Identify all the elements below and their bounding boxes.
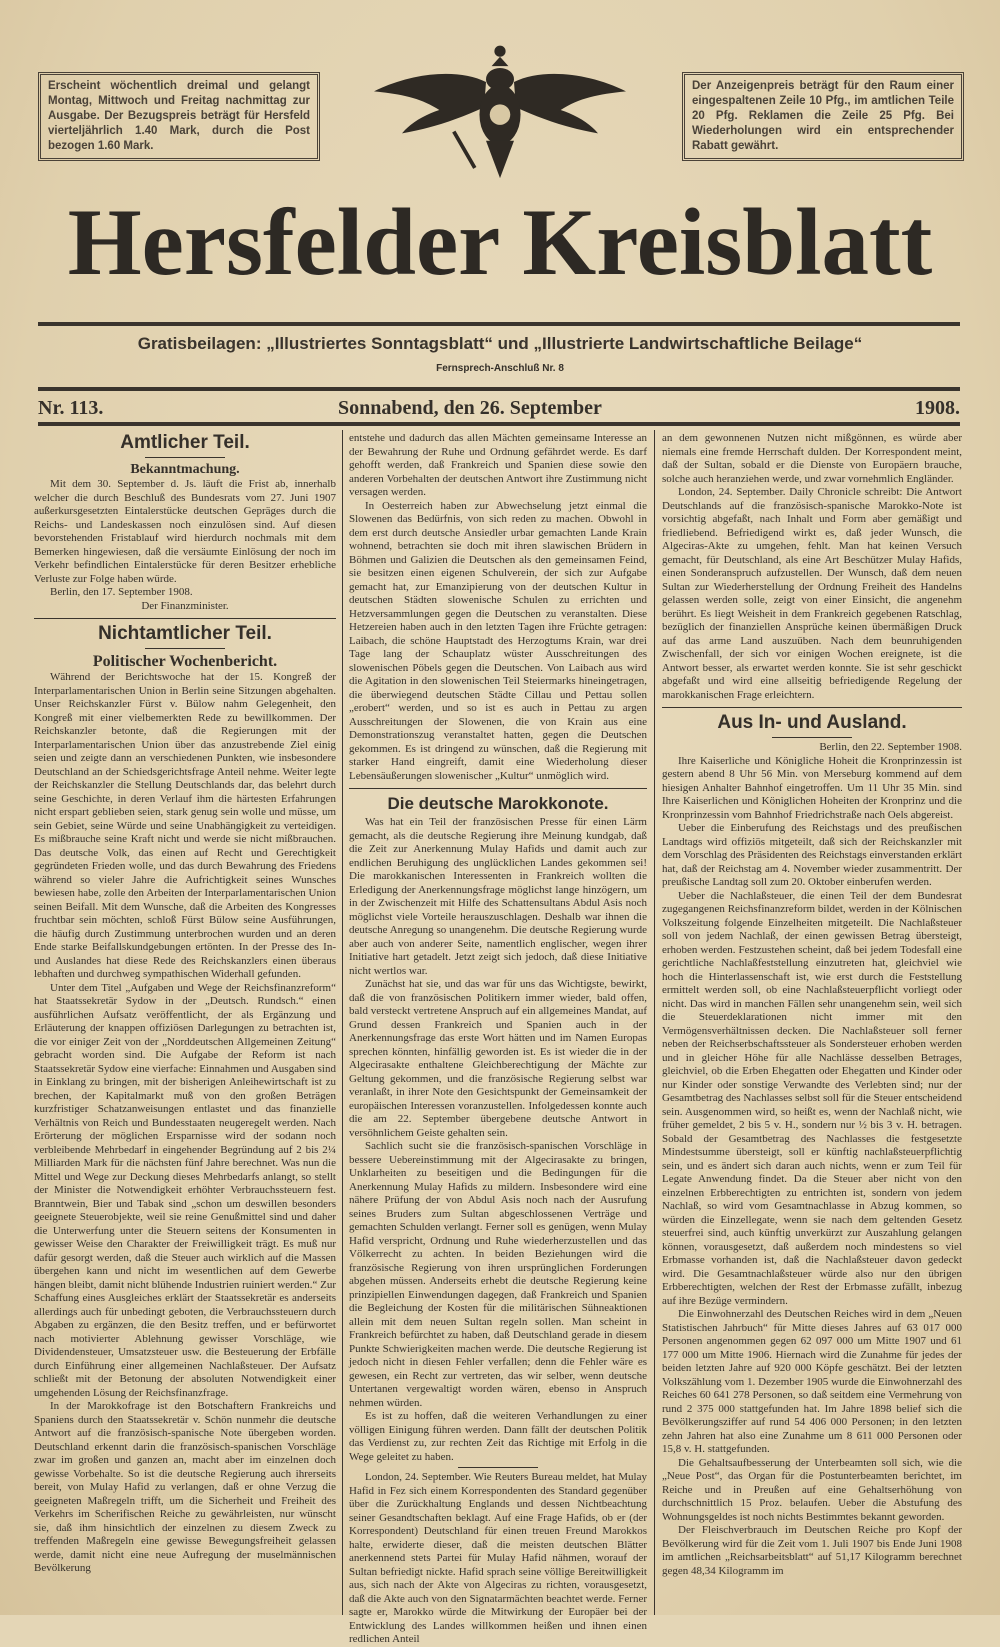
divider — [662, 707, 962, 708]
paragraph: Die Einwohnerzahl des Deutschen Reiches wird in dem „Neuen Statistischen Jahrbuch“ für Mitte dieses Jahres auf 63 017 000 Personen angenommen gegen 62 097 000 um Mitte 1907 und 61 177 000 um Mitte 1906. Hiernach wird die Zunahme für jedes der beiden letzten Jahre auf 920 000 Köpfe geschätzt. Bei der letzten Volkszählung vom 1. Dezember 1905 wurde die Einwohnerzahl des Reiches 60 641 278 Personen, so daß seitdem eine Vermehrung von rund 2 375 000 stattgefunden hat. Im Jahre 1898 belief sich die Bevölkerungsziffer auf rund 54 406 000 Personen; in den letzten zehn Jahren hat also eine Zunahme um 8 611 000 Personen oder 15,8 v. H. stattgefunden. — [662, 1308, 962, 1455]
column-3 — [662, 432, 962, 1578]
issue-year: 1908. — [915, 397, 960, 419]
section-heading-official: Amtlicher Teil. — [120, 432, 250, 453]
issue-date: Sonnabend, den 26. September — [338, 397, 602, 419]
divider — [34, 618, 336, 619]
supplements-line: Gratisbeilagen: „Illustriertes Sonntagsblatt“ und „Illustrierte Landwirtschaftliche Beilage“ — [137, 334, 863, 353]
divider — [38, 422, 960, 426]
article-title: Politischer Wochenbericht. — [92, 653, 278, 670]
notice-title: Bekanntmachung. — [130, 462, 240, 477]
paragraph: Ueber die Einberufung des Reichstags und des preußischen Landtags wird offiziös mitgeteilt, daß sich der Reichskanzler mit dem Vorschlag des Präsidenten des Reichstags einverstanden erklärt hat, daß der Reichstag am 4. November wieder zusammentritt. Der preußische Landtag soll zum 20. Oktober einberufen werden. — [662, 822, 962, 888]
paragraph: Während der Berichtswoche hat der 15. Kongreß der Interparlamentarischen Union in Berlin seine Sitzungen abgehalten. Unser Reichskanzler Fürst v. Bülow nahm Gelegenheit, den Kongreß mit einer vielbemerkten Rede zu bewillkommen. Der Reichskanzler betonte, daß die Regierungen mit der Interparlamentarischen Union über das anzustrebende Ziel einig seien und zeigte dann an verschiedenen Punkten, wie insbesondere Deutschland an der Schiedsgerichtsfrage Anteil nehme. Weiter legte der Reichskanzler die Stellung Deutschlands dar, das belehrt durch seine Geschichte, in deren Verlauf ihm die härtesten Erfahrungen nicht erspart geblieben seien, stark genug sein wolle und müsse, um sein Gebiet, seine Würde und seine Unabhängigkeit zu verteidigen. Es mißbrauche seine Kraft nicht und werde sie nicht mißbrauchen. Das deutsche Volk, das einen auf Recht und Gerechtigkeit gegründeten Frieden wolle, und das durch Bewahrung des Friedens während so vieler Jahre die Aufrichtigkeit seines Wunsches bewiesen habe, zolle den Arbeiten der Interparlamentarischen Union seinen Beifall. Mit dem Wunsche, daß die Arbeiten des Kongresses fruchtbar sein möchten, schloß Fürst Bülow seine Ausführungen, die häufig durch Zustimmung unterbrochen wurden und an deren Ende starke Beifallskundgebungen ertönten. In der Presse des In- und Auslandes hat diese Rede des Reichskanzlers einen überaus lebhaften und durchweg sympathischen Widerhall gefunden. — [34, 671, 336, 980]
notice-signature: Der Finanzminister. — [141, 599, 229, 612]
paragraph: Zunächst hat sie, und das war für uns das Wichtigste, bewirkt, daß die von französischen Politikern immer wieder, bald offen, bald versteckt vertretene Anspruch auf ein allgemeines Mandat, auf Grund dessen Frankreich und Spanien auch in der Anerkennungsfrage das erste Wort hätten und im Namen Europas sprechen könnten, hinfällig geworden ist. Es ist wieder die in der Algecirasakte enthaltene Gleichberechtigung der Mächte zur Geltung gekommen, und die französische Regierung selbst war veranlaßt, in ihrer Note den Gesichtspunkt der Gemeinsamkeit der europäischen Interessen voranzustellen. Infolgedessen konnte auch die am 22. September übergebene deutsche Antwort in versöhnlichem Geiste gehalten sein. — [349, 978, 647, 1139]
divider — [458, 1467, 538, 1468]
paragraph: London, 24. September. Daily Chronicle schreibt: Die Antwort Deutschlands auf die französisch-spanische Marokko-Note ist vorsichtig abgefaßt, nach Inhalt und Form aber gemäßigt und friedliebend. Befriedigend wirkt es, daß jeder Wunsch, die Algeciras-Akte zu umgehen, fehlt. Man hat keinen Versuch gemacht, für Deutschland, als eine Art Beschützer Mulay Hafids, einen Sonderanspruch aufzustellen. Der Wunsch, daß dem neuen Sultan zur Wiederherstellung der Ordnung Freiheit des Handelns gelassen werden solle, zeigt von einer Einsicht, die angenehm berührt. Es liegt Weisheit in dem Frankreich gegebenen Ratschlag, bezüglich der finanziellen Ansprüche keinen übermäßigen Druck auf das arme Land auszuüben. Nach dem beunruhigenden Zwischenfall, der sich vor einigen Wochen ereignete, ist die Antwort besser, als erwartet werden konnte. Sie ist sehr geschickt abgefaßt und wird eine allseitig befriedigende Regelung der marokkanischen Frage erleichtern. — [662, 486, 962, 701]
divider — [349, 788, 647, 789]
paragraph: In Oesterreich haben zur Abwechselung jetzt einmal die Slowenen das Bedürfnis, von sich reden zu machen. Obwohl in dem erst durch deutsche Ansiedler urbar gemachten Lande Krain wohnend, betrachten sie doch mit ihren slawischen Brüdern in Böhmen und Galizien die Deutschen als den gemeinsamen Feind, sie besitzen einen eigenen Schulverein, der sich zur Aufgabe gemacht hat, zur Emanzipierung von der deutschen Kultur in deutschen Städten slowenische Schulen zu errichten und Hetzversammlungen gegen die Deutschen zu veranstalten. Diese Hetzereien haben auch in den letzten Tagen ihre Früchte getragen: Laibach, die schöne Hauptstadt des Herzogtums Krain, war drei Tage lang der Schauplatz wüster Ausschreitungen des slowenischen Pöbels gegen die Deutschen. Von Laibach aus wird die Agitation in den slowenischen Teil Steiermarks hineingetragen, die überwiegend deutschen Städte Cillau und Pettau sollen „erobert“ werden, und so ist es auch in Pettau zu argen Ausschreitungen der Slowenen, die von Krain aus eine Demonstrationszug veranstaltet hatten, gegen die Deutschen gekommen. Es ist dringend zu wünschen, daß die Regierung mit starker Hand eingreift, damit eine Wiederholung dieser Lebensäußerungen slowenischer „Kultur“ unmöglich wird. — [349, 499, 647, 782]
issue-dateline — [38, 396, 960, 420]
advertising-rates-box: Der Anzeigenpreis beträgt für den Raum einer eingespaltenen Zeile 10 Pfg., im amtlichen Teile 20 Pfg. Reklamen die Zeile 25 Pfg. Bei Wiederholungen wird ein entsprechender Rabatt gewährt. — [682, 72, 964, 161]
column-1 — [34, 432, 336, 1576]
column-divider — [654, 430, 655, 1615]
article-title: Aus In- und Ausland. — [717, 712, 907, 733]
subscription-info-box: Erscheint wöchentlich dreimal und gelangt Montag, Mittwoch und Freitag nachmittag zur Ausgabe. Der Bezugspreis beträgt für Hersfeld vierteljährlich 1.40 Mark, durch die Post bezogen 1.60 Mark. — [38, 72, 320, 161]
divider — [145, 457, 225, 458]
paragraph: In der Marokkofrage ist den Botschaftern Frankreichs und Spaniens durch den Staatssekretär v. Schön nunmehr die deutsche Antwort auf die französisch-spanische Note übergeben worden. Deutschland erkennt darin die französisch-spanischen Vorschläge zwar im großen und ganzen an, macht aber im einzelnen doch gewisse Vorbehalte. So ist die deutsche Regierung auch ihrerseits bereit, von Mulay Hafid zu verlangen, daß er ohne Verzug die geeigneten Maßregeln trifft, um die Sicherheit und Freiheit des Verkehrs im Scherifischen Reiche zu gewährleisten, nur wünscht sie, daß ihm hinsichtlich der einzelnen zu diesem Zweck zu treffenden Maßregeln eine gewisse Bewegungsfreiheit gelassen werde, damit nicht eine neue Aufregung der muselmännischen Bevölkerung — [34, 1400, 336, 1574]
phone-line: Fernsprech-Anschluß Nr. 8 — [436, 363, 564, 374]
paragraph: entstehe und dadurch das allen Mächten gemeinsame Interesse an der Bewahrung der Ruhe und Ordnung gefährdet werde. Es darf gehofft werden, daß Frankreich und Spanien diese sowie den anderen Vorbehalten der deutschen Antwort ihre Zustimmung nicht versagen werden. — [349, 432, 647, 498]
column-2 — [349, 432, 647, 1647]
divider — [145, 648, 225, 649]
divider — [772, 737, 852, 738]
paragraph: Der Fleischverbrauch im Deutschen Reiche pro Kopf der Bevölkerung wird für die Zeit vom 1. Juli 1907 bis Ende Juni 1908 im amtlichen „Reichsarbeitsblatt“ auf 51,17 Kilogramm berechnet gegen 48,34 Kilogramm im — [662, 1524, 962, 1577]
paragraph: London, 24. September. Wie Reuters Bureau meldet, hat Mulay Hafid in Fez sich einem Korrespondenten des Standard gegenüber über die Zurückhaltung Englands und dessen Nichtbeachtung seiner Gesandtschaften beklagt. Auf eine Frage Hafids, ob er (der Korrespondent) Deutschland für einen treuen Freund Marokkos halte, erwiderte dieser, daß die meisten deutschen Blätter anerkennend stets Partei für Mulay Hafid nähmen, worauf der Sultan befriedigt nickte. Hafid sprach seine völlige Bereitwilligkeit aus, sich nach der Akte von Algeciras zu richten, vorausgesetzt, daß die Akte auch von den Signatarmächten beachtet werde. Ferner sagte er, Marokko würde die Mitwirkung der Europäer bei der Entwicklung des Landes willkommen heißen und ihnen einen redlichen Anteil — [349, 1471, 647, 1645]
paragraph: an dem gewonnenen Nutzen nicht mißgönnen, es würde aber niemals eine fremde Herrschaft dulden. Der Korrespondent meint, daß der Sultan, sobald er die Dienste von Europäern brauche, solche auch heranziehen werde, und zwar vornehmlich Engländer. — [662, 432, 962, 485]
article-title: Die deutsche Marokkonote. — [387, 794, 609, 813]
paragraph: Es ist zu hoffen, daß die weiteren Verhandlungen zu einer völligen Einigung führen werden. Dann fällt der deutschen Politik das Verdienst zu, zur rechten Zeit das Richtige mit Erfolg in die Wege geleitet zu haben. — [349, 1410, 647, 1463]
notice-place: Berlin, den 17. September 1908. — [50, 586, 193, 598]
paragraph: Unter dem Titel „Aufgaben und Wege der Reichsfinanzreform“ hat Staatssekretär Sydow in der „Deutsch. Rundsch.“ einen ausführlichen Aufsatz veröffentlicht, der als Ergänzung und Erläuterung der knappen offiziösen Darlegungen zu betrachten ist, die vor einiger Zeit von der „Norddeutschen Allgemeinen Zeitung“ gebracht worden sind. Die Aufgabe der Reform ist nach Staatssekretär Sydow eine vierfache: Einnahmen und Ausgaben sind in Einklang zu bringen, mit der bisherigen Anleihewirtschaft ist zu brechen, der Kapitalmarkt muß von den großen Beträgen kurzfristiger Schatzanweisungen entlastet und das finanzielle Verhältnis von Reich und Bundesstaaten neugeregelt werden. Nach Erörterung der möglichen Ersparnisse wird der sodann noch verbleibende Mehrbedarf in eingehender Begründung auf 2 bis 2¼ Milliarden Mark für die nächsten fünf Jahre berechnet. Was nun die Mittel und Wege zur Deckung dieses Mehrbedarfs anlangt, so stellt der Minister die Notwendigkeit erhöhter Verbrauchssteuern fest. Branntwein, Bier und Tabak sind „schon um deswillen besonders geeignete Steuerobjekte, weil sie reine Genußmittel sind und daher die Unterwerfung unter die Steuern seitens der Konsumenten in gewisser Weise den Charakter der Freiwilligkeit trägt. Es muß nur dafür gesorgt werden, daß die Steuer auch wirklich auf die Massen übergehen kann und nicht im wesentlichen auf dem Gewerbe hängen bleibt, damit nicht blühende Industrien ruiniert werden.“ Zur Schaffung eines Ausgleiches erklärt der Staatssekretär es anderseits allerdings auch für unbedingt geboten, die Verbrauchssteuern durch Abgaben zu ergänzen, die den Besitz treffen, und er befürwortet nach motivierter Ablehnung gewisser Vorschläge, wie Dividendensteuer, Umsatzsteuer usw. die Besteuerung der Erbfälle durch Einführung einer allgemeinen Nachlaßsteuer. Der Aufsatz schließt mit der Betonung der absoluten Notwendigkeit einer umgehenden Lösung der Reichsfinanzfrage. — [34, 981, 336, 1399]
divider — [38, 387, 960, 391]
paragraph: Die Gehaltsaufbesserung der Unterbeamten soll sich, wie die „Neue Post“, das Organ für die Postunterbeamten berichtet, im Reiche und in Preußen auf eine Gehaltserhöhung von durchschnittlich 15 Proz. belaufen. Ueber die Abstufung des Wohnungsgeldes ist noch nichts Bestimmtes bekannt geworden. — [662, 1456, 962, 1523]
paragraph: Sachlich sucht sie die französisch-spanischen Vorschläge in bessere Uebereinstimmung mit der Algecirasakte zu bringen, Unklarheiten zu beseitigen und die Bedingungen für die Anerkennung Mulay Hafids zu mildern. Insbesondere wird eine nähere Prüfung der von Abdul Asis noch nach der Ausrufung seines Bruders zum Sultan abgeschlossenen Verträge und gemachten Schulden verlangt. Ferner soll es genügen, wenn Mulay Hafid verspricht, Ordnung und Ruhe wiederherzustellen und das Völkerrecht zu achten. In beiden Beziehungen wird die französische Regierung von ihren ursprünglichen Forderungen abgehen müssen. Anderseits erhebt die deutsche Regierung keine prinzipiellen Einwendungen dagegen, daß Frankreich und Spanien die Begleichung der Kosten für die militärischen Sühneaktionen allein mit dem neuen Sultan regeln sollen. Man scheint in Frankreich befürchtet zu haben, daß Deutschland gerade in diesem Punkte Schwierigkeiten machen werde. Die deutsche Regierung ist jedoch nicht in diesen Fehler verfallen; denn die Fehler wäre es gewesen, ein Recht zur vertreten, das wir selber, wenn deutsche Untertanen vergewaltigt worden wären, ebenso in Anspruch nehmen würden. — [349, 1140, 647, 1409]
paragraph: Ihre Kaiserliche und Königliche Hoheit die Kronprinzessin ist gestern abend 8 Uhr 56 Min. von Merseburg kommend auf dem hiesigen Anhalter Bahnhof eingetroffen. Um 11 Uhr 35 Min. sind Ihre Kaiserlichen und Königlichen Hoheiten der Kronprinz und die Kronprinzessin vom Bahnhof Friedrichstraße nach Oels abgereist. — [662, 754, 962, 821]
dateline: Berlin, den 22. September 1908. — [819, 741, 962, 753]
imperial-eagle-emblem — [365, 40, 635, 180]
notice-text: Mit dem 30. September d. Js. läuft die Frist ab, innerhalb welcher die durch Beschluß des Bundesrats vom 27. Juni 1907 außerkursgesetzten Eintalerstücke deutschen Gepräges durch die Reichs- und Landeskassen noch einzulösen sind. Auf diesen bevorstehenden Fristablauf wird hierdurch nochmals mit dem Bemerken hingewiesen, daß die versäumte Einlösung der noch im Verkehr befindlichen Eintalerstücke für deren Besitzer erhebliche Verluste zur Folge haben würde. — [34, 478, 336, 585]
issue-number: Nr. 113. — [38, 397, 104, 419]
divider — [38, 322, 960, 326]
newspaper-title: Hersfelder Kreisblatt — [67, 189, 933, 295]
paragraph: Was hat ein Teil der französischen Presse für einen Lärm gemacht, als die deutsche Regierung ihre Meinung kundgab, daß die Zeit zur Anerkennung Mulay Hafids und damit auch zur endlichen Beruhigung des unglücklichen Landes gekommen sei! Die marokkanischen Interessenten in Frankreich wollten die Erledigung der Anerkennungsfrage möglichst lange hinzögern, um in der Zwischenzeit mit Hilfe des Schattensultans Abdul Asis noch möglichst viele Vorteile herauszuschlagen. Deshalb war ihnen die deutsche Anregung so unangenehm. Die deutsche Regierung wurde aber auch von anderer Seite, namentlich englischer, wegen ihrer Initiative hart getadelt. Jetzt zeigt sich jedoch, daß diese Initiative nicht wertlos war. — [349, 816, 647, 977]
paragraph: Ueber die Nachlaßsteuer, die einen Teil der dem Bundesrat zugegangenen Reichsfinanzreform bildet, werden in der Kölnischen Volkszeitung folgende Einzelheiten mitgeteilt. Die Nachlaßsteuer soll von jedem Nachlaß, der einen gewissen Betrag übersteigt, erhoben werden. Festzustehen scheint, daß bei jedem Todesfall eine gerichtliche Nachlaßfeststellung einzutreten hat, gleichviel wie hoch die Hinterlassenschaft ist, wie erst durch die Feststellung ermittelt werden soll, ob eine Nachlaßsteuerpflicht vorliegt oder nicht. Das wird in manchen Fällen sehr unangenehm sein, weil sich die Steuerdeklarationen nicht immer mit den Vermögensverhältnissen decken. Die Nachlaßsteuer soll ferner neben der Reichserbschaftssteuer als Sondersteuer erhoben werden und in gleicher Höhe für alle Nachlässe desselben Betrages, gleichviel, ob die Erben Ehegatten oder Ehegatten und Kinder oder nur Kinder oder sonstige Verwandte des Verlebten sind; nur der Gesamtbetrag des Nachlasses selbst soll für die Steuer entscheidend sein. Ausgenommen wird, so heißt es, wenn der Nachlaß nicht, wie früher gemeldet, 2 bis 5 v. H., sondern nur ½ bis 3 v. H. betragen. Sobald der Gesamtbetrag des Nachlasses die festgesetzte Mindestsumme übersteigt, soll er künftig nachlaßsteuerpflichtig sein, und es ändert sich daran auch nichts, wenn er zum Teil für Legate Anwendung findet. Da die Steuer aber nicht von den einzelnen Erbberechtigten zu entrichten ist, sondern von jedem Nachlaß, so wird vom Gesamtnachlasse in Abzug kommen, so würden die Einzellegate, wenn sie nach dem geltenden Gesetz steuerfrei sind, auch künftig unverkürzt zur Auszahlung gelangen können, vorausgesetzt, daß außerdem noch mindestens so viel Erbmasse vorhanden ist, daß die Nachlaßsteuer davon gedeckt wird. Die Gesamtnachlaßsteuer würde also nur den übrigen Erbberechtigten, welchen der Rest der Erbmasse zufällt, inbezug auf ihre Bezüge vermindern. — [662, 889, 962, 1307]
section-heading-unofficial: Nichtamtlicher Teil. — [98, 623, 272, 644]
column-divider — [342, 430, 343, 1615]
